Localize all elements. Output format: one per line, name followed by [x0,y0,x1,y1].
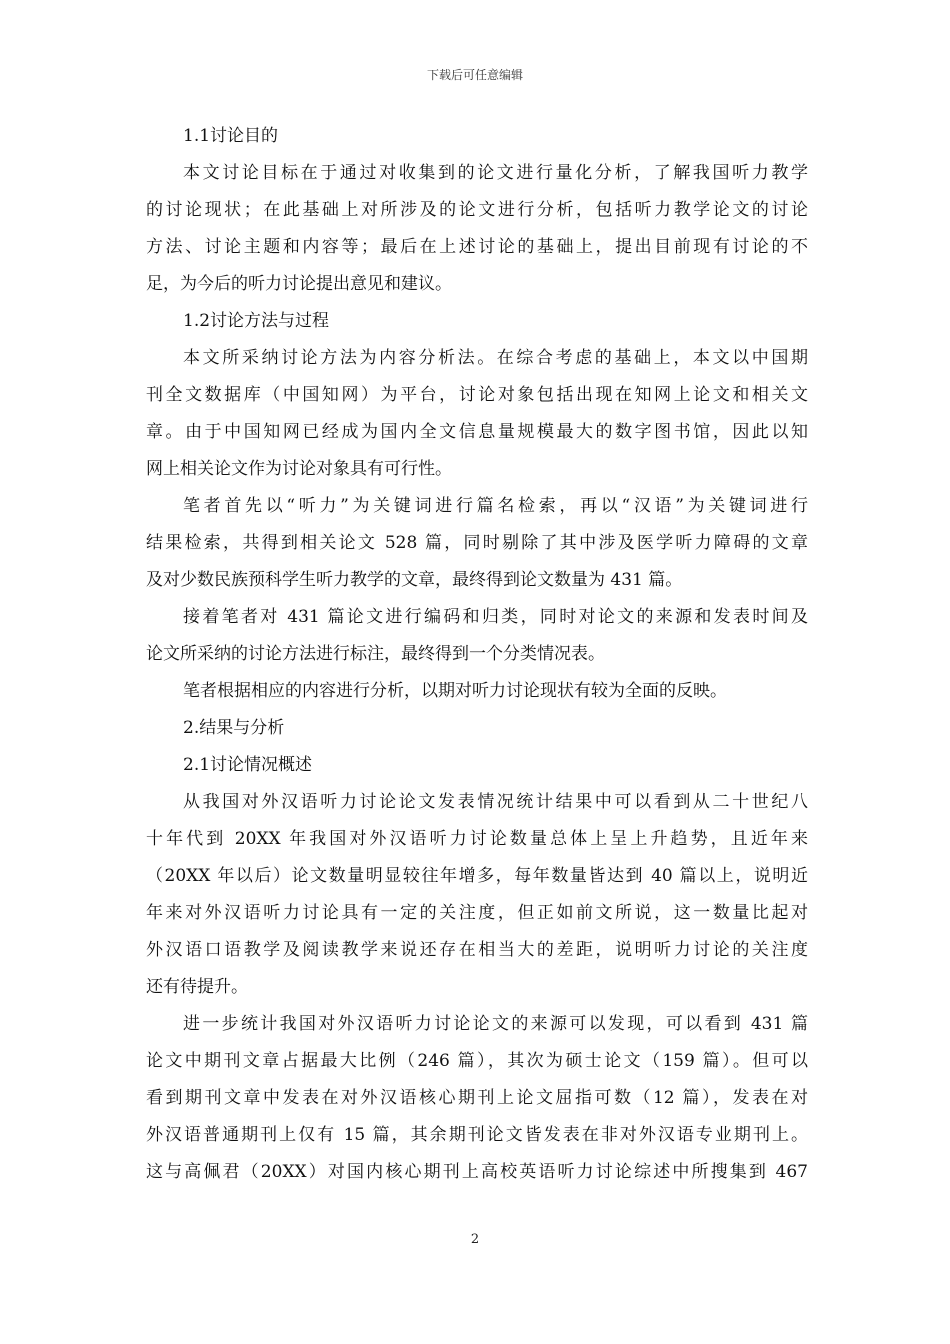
text-line: 论文所采纳的讨论方法进行标注，最终得到一个分类情况表。 [146,644,605,664]
text-line: 本文讨论目标在于通过对收集到的论文进行量化分析，了解我国听力教学 [183,163,808,183]
text-line: 本文所采纳讨论方法为内容分析法。在综合考虑的基础上，本文以中国期 [183,348,808,368]
text-line: 进一步统计我国对外汉语听力讨论论文的来源可以发现，可以看到 431 篇 [183,1014,808,1034]
text-line: 1.2讨论方法与过程 [183,311,330,331]
text-line: 论文中期刊文章占据最大比例（246 篇），其次为硕士论文（159 篇）。但可以 [146,1051,808,1071]
text-line: 外汉语口语教学及阅读教学来说还存在相当大的差距，说明听力讨论的关注度 [146,940,808,960]
text-line: 的讨论现状；在此基础上对所涉及的论文进行分析，包括听力教学论文的讨论 [146,200,808,220]
text-line: 章。由于中国知网已经成为国内全文信息量规模最大的数字图书馆，因此以知 [146,422,808,442]
text-line: 这与高佩君（20XX）对国内核心期刊上高校英语听力讨论综述中所搜集到 467 [146,1162,808,1182]
text-line: 从我国对外汉语听力讨论论文发表情况统计结果中可以看到从二十世纪八 [183,792,808,812]
text-line: 笔者根据相应的内容进行分析，以期对听力讨论现状有较为全面的反映。 [183,681,727,701]
text-line: 外汉语普通期刊上仅有 15 篇，其余期刊论文皆发表在非对外汉语专业期刊上。 [146,1125,808,1145]
text-line: 足，为今后的听力讨论提出意见和建议。 [146,274,452,294]
text-line: 2.结果与分析 [183,718,285,738]
text-line: 还有待提升。 [146,977,248,997]
text-line: 笔者首先以“听力”为关键词进行篇名检索，再以“汉语”为关键词进行 [183,496,808,516]
text-line: 年来对外汉语听力讨论具有一定的关注度，但正如前文所说，这一数量比起对 [146,903,808,923]
text-line: 十年代到 20XX 年我国对外汉语听力讨论数量总体上呈上升趋势，且近年来 [146,829,808,849]
text-line: （20XX 年以后）论文数量明显较往年增多，每年数量皆达到 40 篇以上，说明近 [146,866,808,886]
document-body [146,118,808,1191]
text-line: 看到期刊文章中发表在对外汉语核心期刊上论文屈指可数（12 篇），发表在对 [146,1088,808,1108]
page-number: 2 [470,1232,480,1247]
page-header: 下载后可任意编辑 [426,68,523,82]
text-line: 方法、讨论主题和内容等；最后在上述讨论的基础上，提出目前现有讨论的不 [146,237,808,257]
text-line: 及对少数民族预科学生听力教学的文章，最终得到论文数量为 431 篇。 [146,570,683,590]
text-line: 刊全文数据库（中国知网）为平台，讨论对象包括出现在知网上论文和相关文 [146,385,808,405]
text-line: 1.1讨论目的 [183,126,279,146]
text-line: 结果检索，共得到相关论文 528 篇，同时剔除了其中涉及医学听力障碍的文章 [146,533,808,553]
text-line: 接着笔者对 431 篇论文进行编码和归类，同时对论文的来源和发表时间及 [183,607,808,627]
text-line: 网上相关论文作为讨论对象具有可行性。 [146,459,452,479]
text-line: 2.1讨论情况概述 [183,755,313,775]
